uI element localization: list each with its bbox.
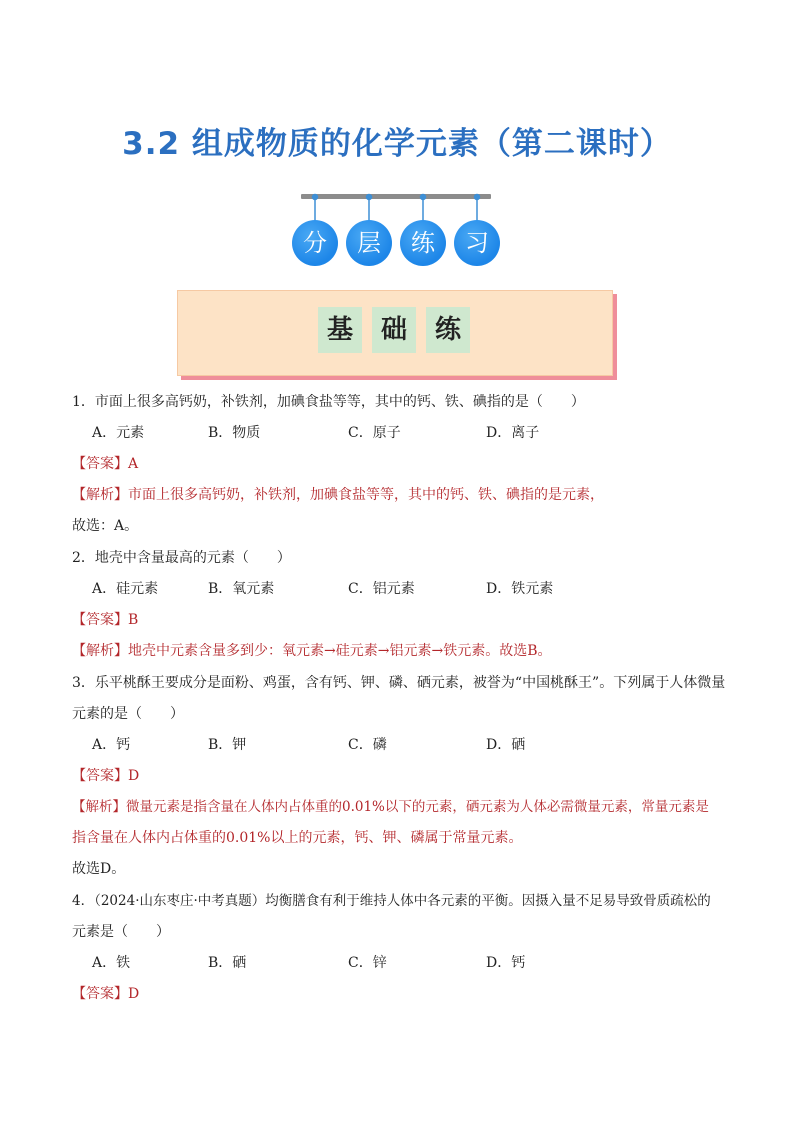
page-title: 3.2 组成物质的化学元素（第二课时） [122, 126, 672, 162]
hanger-knot-2 [367, 195, 372, 200]
question-3-option-c: C．磷 [348, 737, 387, 753]
analysis-tag: 【解析】 [72, 643, 128, 659]
question-4-answer [72, 984, 139, 1004]
question-2-stem: 2．地壳中含量最高的元素（ ） [72, 550, 291, 566]
answer-tag: 【答案】 [72, 768, 128, 784]
question-3-option-a: A．钙 [92, 737, 131, 753]
hanger-knot-1 [313, 195, 318, 200]
analysis-text: 地壳中元素含量多到少：氧元素→硅元素→铝元素→铁元素。故选B。 [128, 643, 552, 659]
question-4-stem-line-2: 元素是（ ） [72, 924, 170, 940]
question-3-analysis-line-2: 指含量在人体内占体重的0.01%以上的元素，钙、钾、磷属于常量元素。 [72, 830, 523, 846]
section-tile-2: 础 [372, 307, 416, 353]
analysis-text: 市面上很多高钙奶，补铁剂，加碘食盐等等，其中的钙、铁、碘指的是元素， [128, 487, 604, 503]
question-4-option-c: C．锌 [348, 955, 387, 971]
question-2-answer [72, 610, 138, 630]
question-1-analysis [72, 485, 604, 505]
question-4-stem-line-1: 4．（2024·山东枣庄·中考真题）均衡膳食有利于维持人体中各元素的平衡。因摄入量不足易导致骨质疏松的 [72, 893, 711, 909]
answer-tag: 【答案】 [72, 612, 128, 628]
question-1-conclusion: 故选：A。 [72, 518, 139, 534]
analysis-tag: 【解析】 [72, 799, 126, 815]
section-tile-1: 基 [318, 307, 362, 353]
question-2-option-b: B．氧元素 [208, 581, 275, 597]
section-tile-3: 练 [426, 307, 470, 353]
question-2-option-a: A．硅元素 [92, 581, 159, 597]
analysis-tag: 【解析】 [72, 487, 128, 503]
tag-bubble-1: 分 [292, 220, 338, 266]
question-1-answer [72, 454, 138, 474]
question-4-option-b: B．硒 [208, 955, 247, 971]
question-3-analysis-line-1 [72, 797, 709, 817]
question-2-option-d: D．铁元素 [486, 581, 554, 597]
question-4-option-d: D．钙 [486, 955, 526, 971]
tag-bubble-3: 练 [400, 220, 446, 266]
question-2-option-c: C．铝元素 [348, 581, 415, 597]
tag-bubble-4: 习 [454, 220, 500, 266]
question-3-answer [72, 766, 139, 786]
question-3-conclusion: 故选D。 [72, 861, 126, 877]
hanger-knot-3 [421, 195, 426, 200]
question-3-stem-line-1: 3．乐平桃酥王要成分是面粉、鸡蛋，含有钙、钾、磷、硒元素，被誉为“中国桃酥王”。下列属于人体微量 [72, 675, 726, 691]
question-2-analysis [72, 641, 551, 661]
question-1-option-c: C．原子 [348, 425, 401, 441]
analysis-text: 微量元素是指含量在人体内占体重的0.01%以下的元素，硒元素为人体必需微量元素，常量元素是 [126, 799, 709, 815]
answer-value: D [128, 768, 140, 784]
question-3-option-b: B．钾 [208, 737, 247, 753]
question-1-option-a: A．元素 [92, 425, 145, 441]
question-1-option-b: B．物质 [208, 425, 261, 441]
tag-bubble-2: 层 [346, 220, 392, 266]
answer-tag: 【答案】 [72, 456, 128, 472]
section-banner [177, 290, 613, 376]
hanger-bar [301, 194, 491, 199]
question-1-stem: 1．市面上很多高钙奶，补铁剂，加碘食盐等等，其中的钙、铁、碘指的是（ ） [72, 394, 585, 410]
answer-tag: 【答案】 [72, 986, 128, 1002]
question-1-option-d: D．离子 [486, 425, 540, 441]
answer-value: B [128, 612, 139, 628]
answer-value: A [128, 456, 139, 472]
question-4-option-a: A．铁 [92, 955, 131, 971]
hanger-knot-4 [475, 195, 480, 200]
question-3-option-d: D．硒 [486, 737, 526, 753]
question-3-stem-line-2: 元素的是（ ） [72, 706, 184, 722]
answer-value: D [128, 986, 140, 1002]
